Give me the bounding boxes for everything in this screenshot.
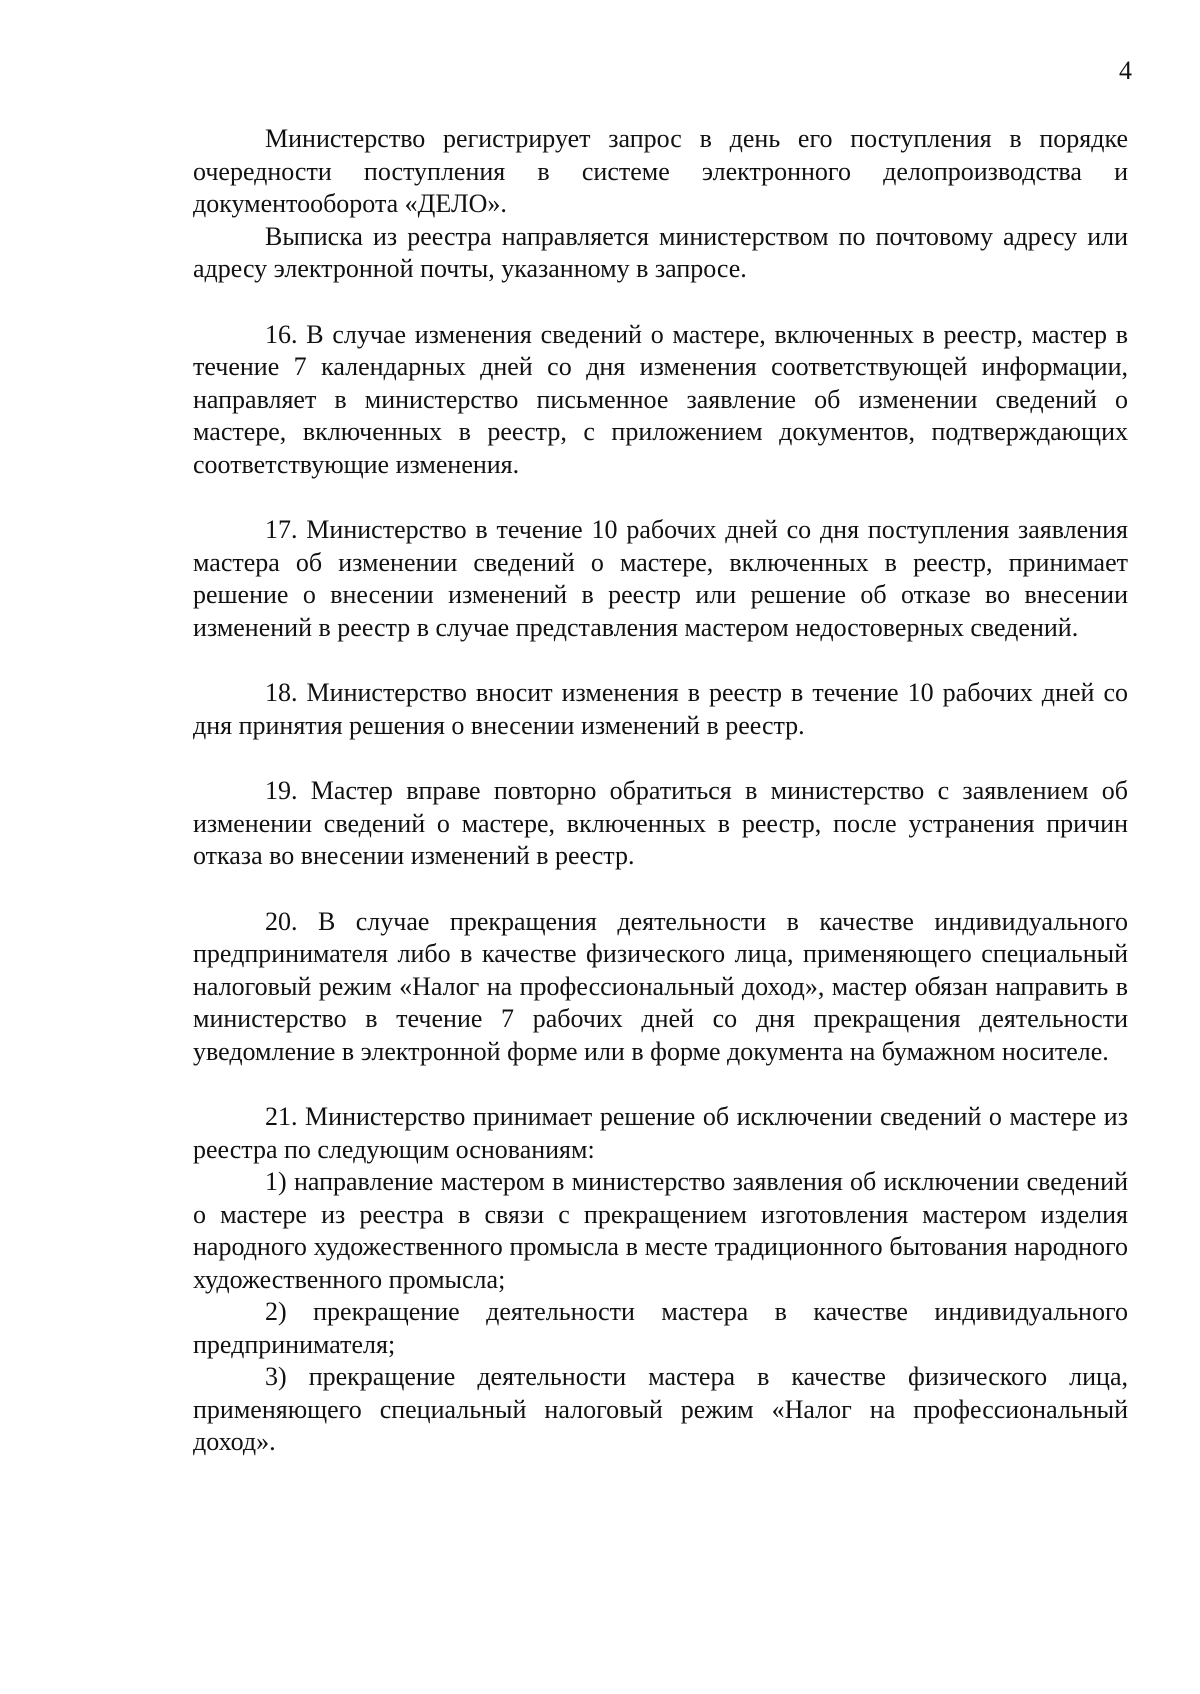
paragraph-item-16: 16. В случае изменения сведений о мастере, включенных в реестр, мастер в течение 7 календарных дней со дня изменения соответствующей информации, направляет в министерство письменное заявление об изменении сведений о мастере, включенных в реестр, с приложением документов, подтверждающих соответствующие изменения. <box>193 319 1128 479</box>
paragraph-item-21: 21. Министерство принимает решение об исключении сведений о мастере из реестра по следующим основаниям: <box>193 1102 1128 1164</box>
paragraph-ground-3: 3) прекращение деятельности мастера в качестве физического лица, применяющего специальный налоговый режим «Налог на профессиональный доход». <box>193 1362 1128 1456</box>
paragraph-registration: Министерство регистрирует запрос в день его поступления в порядке очередности поступления в системе электронного делопроизводства и документооборота «ДЕЛО». <box>193 124 1128 218</box>
paragraph-item-19: 19. Мастер вправе повторно обратиться в министерство с заявлением об изменении сведений о мастере, включенных в реестр, после устранения причин отказа во внесении изменений в реестр. <box>193 776 1128 870</box>
paragraph-item-17: 17. Министерство в течение 10 рабочих дней со дня поступления заявления мастера об изменении сведений о мастере, включенных в реестр, принимает решение о внесении изменений в реестр или решение об отказе во внесении изменений в реестр в случае представления мастером недостоверных сведений. <box>193 515 1128 642</box>
paragraph-ground-1: 1) направление мастером в министерство заявления об исключении сведений о мастере из реестра в связи с прекращением изготовления мастером изделия народного художественного промысла в месте традиционного бытования народного художественного промысла; <box>193 1167 1128 1294</box>
paragraph-item-20: 20. В случае прекращения деятельности в качестве индивидуального предпринимателя либо в качестве физического лица, применяющего специальный налоговый режим «Налог на профессиональный доход», мастер обязан направить в министерство в течение 7 рабочих дней со дня прекращения деятельности уведомление в электронной форме или в форме документа на бумажном носителе. <box>193 906 1128 1066</box>
document-body <box>193 123 1128 1459</box>
paragraph-ground-2: 2) прекращение деятельности мастера в качестве индивидуального предпринимателя; <box>193 1297 1128 1359</box>
paragraph-item-18: 18. Министерство вносит изменения в реестр в течение 10 рабочих дней со дня принятия решения о внесении изменений в реестр. <box>193 678 1128 740</box>
paragraph-registry-extract: Выписка из реестра направляется министерством по почтовому адресу или адресу электронной почты, указанному в запросе. <box>193 221 1128 283</box>
page-number: 4 <box>1119 56 1132 85</box>
